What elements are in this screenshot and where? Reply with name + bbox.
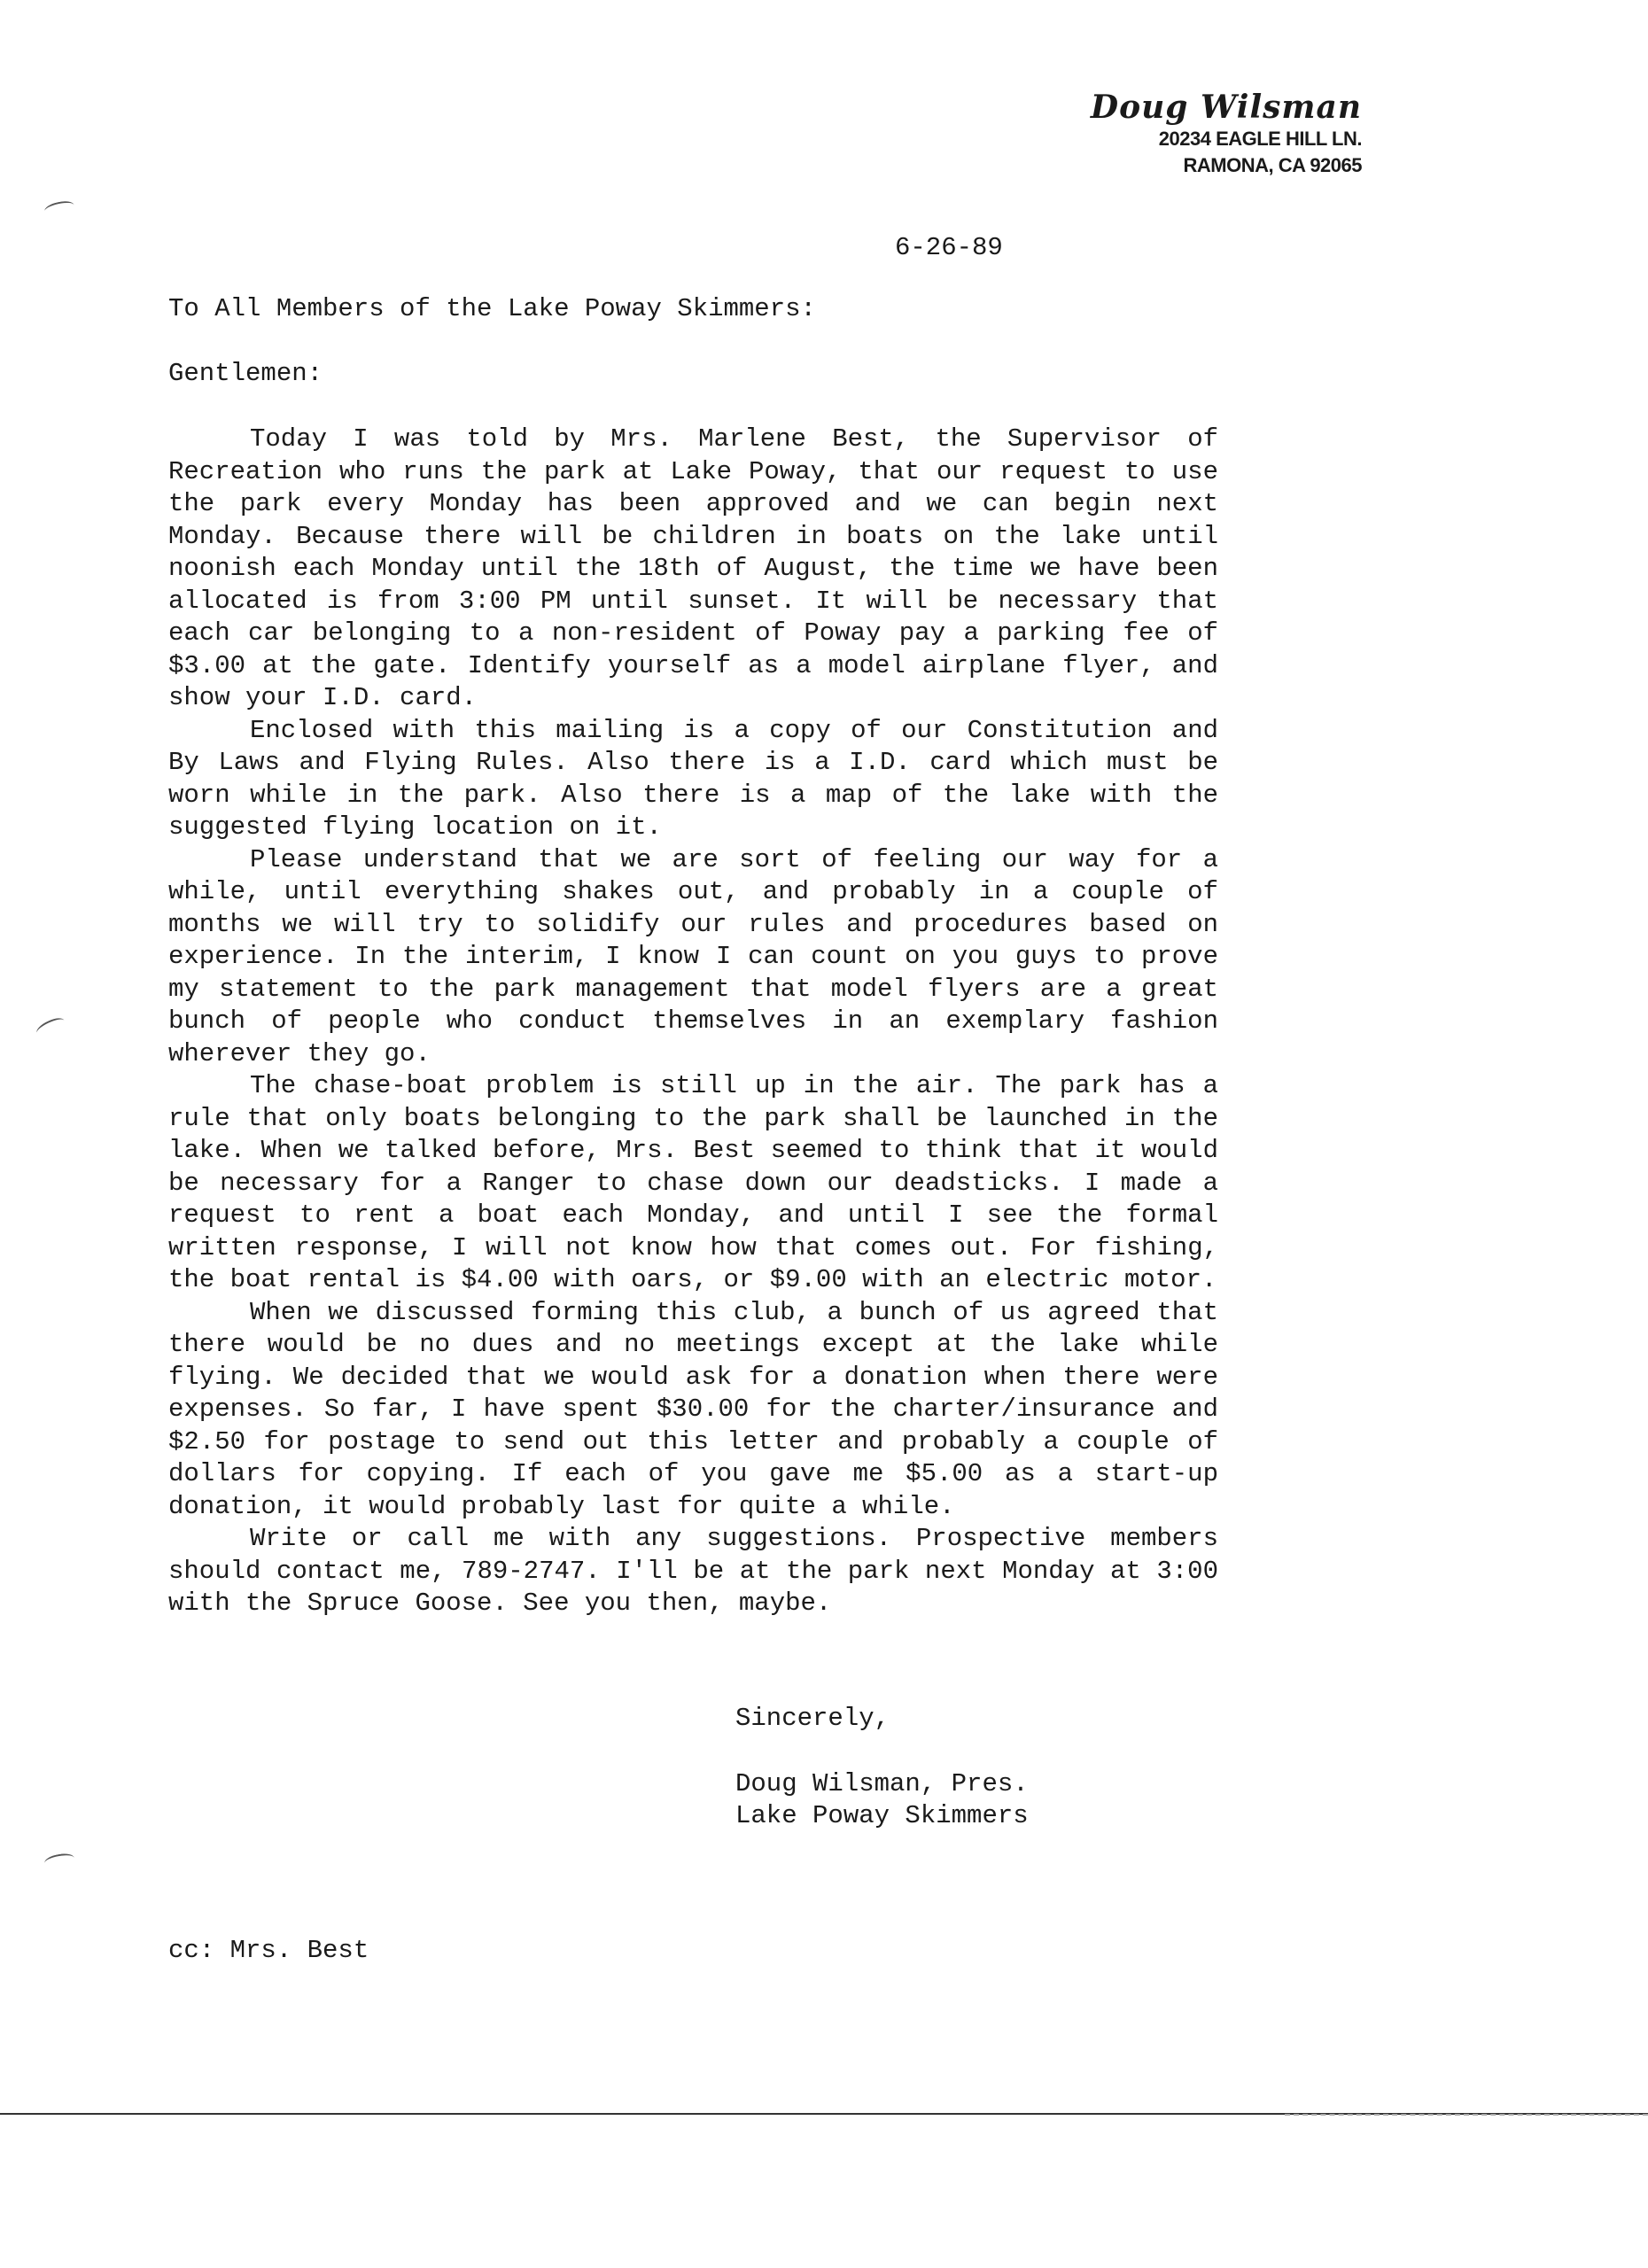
letterhead-city: RAMONA, CA 92065: [1183, 154, 1362, 176]
cc-line: cc: Mrs. Best: [168, 1936, 369, 1965]
body-paragraph-chase-boat: The chase-boat problem is still up in the air. The park has a rule that only boats belonging to the park shall be launched in the lake. When we talked before, Mrs. Best seemed to think that it would be necessary for a Ranger to chase down our deadsticks. I made a request to rent a boat each Monday, and until I see the formal written response, I will not know how that comes out. For fishing, the boat rental is $4.00 with oars, or $9.00 with an electric motor.: [168, 1071, 1218, 1294]
letter-date: 6-26-89: [895, 233, 1003, 262]
body-paragraph-donations: When we discussed forming this club, a bunch of us agreed that there would be no dues and no meetings except at the lake while flying. We decided that we would ask for a donation when there were expenses. So far, I have spent $30.00 for the charter/insurance and $2.50 for postage to send out this letter and probably a couple of dollars for copying. If each of you gave me $5.00 as a start-up donation, it would probably last for quite a while.: [168, 1297, 1218, 1521]
body-paragraph-park-approval: Today I was told by Mrs. Marlene Best, the Supervisor of Recreation who runs the park at Lake Poway, that our request to use the park every Monday has been approved and we can begin next Monday. Because there will be children in boats on the lake until noonish each Monday until the 18th of August, the time we have been allocated is from 3:00 PM until sunset. It will be necessary that each car belonging to a non-resident of Poway pay a parking fee of $3.00 at the gate. Identify yourself as a model airplane flyer, and show your I.D. card.: [168, 424, 1218, 712]
signature-organization: Lake Poway Skimmers: [735, 1801, 1029, 1830]
letterhead-name: Doug Wilsman: [1090, 89, 1362, 126]
addressee-line: To All Members of the Lake Poway Skimmers:: [168, 294, 816, 323]
page-bottom-rule-faint: [1285, 2114, 1648, 2116]
body-paragraph-contact: Write or call me with any suggestions. Prospective members should contact me, 789-2747. I'll be at the park next Monday at 3:00 with the Spruce Goose. See you then, maybe.: [168, 1524, 1218, 1618]
margin-mark: [35, 1014, 67, 1038]
letterhead-street: 20234 EAGLE HILL LN.: [1158, 128, 1362, 150]
closing: Sincerely,: [735, 1704, 890, 1733]
letterhead: [1091, 89, 1362, 179]
margin-mark: [43, 1852, 75, 1869]
greeting: Gentlemen:: [168, 359, 323, 388]
body-paragraph-feeling-our-way: Please understand that we are sort of feeling our way for a while, until everything shakes out, and probably in a couple of months we will try to solidify our rules and procedures based on experience. In the interim, I know I can count on you guys to prove my statement to the park management that model flyers are a great bunch of people who conduct themselves in an exemplary fashion wherever they go.: [168, 844, 1218, 1068]
letter-body: [168, 423, 1218, 1620]
margin-mark: [43, 199, 75, 218]
signature-name: Doug Wilsman, Pres.: [735, 1769, 1029, 1798]
body-paragraph-enclosures: Enclosed with this mailing is a copy of our Constitution and By Laws and Flying Rules. Also there is a I.D. card which must be worn while in the park. Also there is a map of the lake with the suggested flying location on it.: [168, 715, 1218, 842]
